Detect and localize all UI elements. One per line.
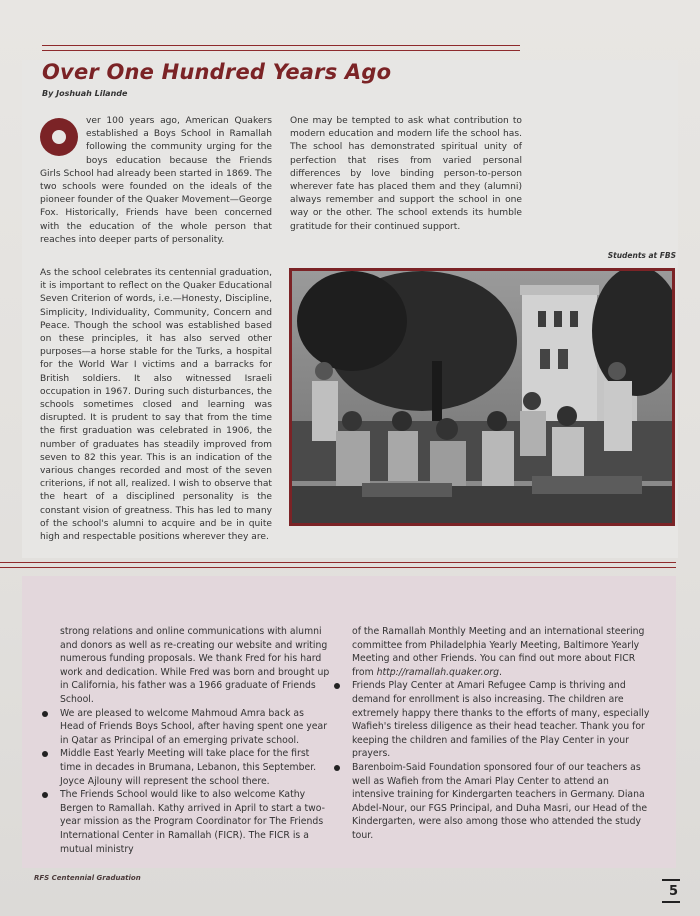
news-continued (352, 625, 652, 679)
news-bullet (60, 707, 330, 748)
article-column-right (290, 115, 522, 234)
article-byline: By Joshuah Lilande (42, 89, 128, 98)
photo-caption: Students at FBS (607, 251, 676, 260)
bullet-dot-icon (334, 765, 340, 771)
news-column-right (352, 625, 652, 843)
news-bullet (60, 788, 330, 856)
news-bullet-text: Friends Play Center at Amari Refugee Camp is thriving and demand for enrollment is also increasing. The children are extremely happy there thanks to the efforts of many, especially Wafieh's tireless diligence as their head teacher. Thank you for keeping the children and families of the Play Center in your prayers. (352, 680, 650, 760)
students-photo (289, 268, 675, 526)
news-bullet (352, 679, 652, 761)
news-bullet-text: Middle East Yearly Meeting will take place for the first time in decades in Brumana, Lebanon, this September. Joyce Ajlouny will represent the school there. (60, 748, 317, 787)
ficr-website-link[interactable]: http://ramallah.quaker.org (376, 666, 499, 678)
footer-publication-label: RFS Centennial Graduation (34, 874, 141, 882)
article-paragraph-2: As the school celebrates its centennial graduation, it is important to reflect on the Quaker Educational Seven Criterion of words, i.e.—Honesty, Discipline, Simplicity, Individuality, Community, Concern and Peace. Though the school was established based on these principles, it has also served other purposes—a horse stable for the Turks, a hospital for the World War I victims and a barracks for British soldiers. It also witnessed Israeli occupation in 1967. During such disturbances, the schools sometimes closed and learning was disrupted. It is prudent to say that from the time the first graduation was celebrated in 1906, the number of graduates has steadily improved from seven to 82 this year. This is an indication of the various changes recorded and most of the seven criterions, if not all, realized. I wish to observe that the heart of a disciplined personality is the constant vision of greatness. This has led to many of the school's alumni to acquire and be in quite high and respectable positions wherever they are. (40, 268, 272, 543)
students-photo-image (292, 271, 672, 523)
section-divider-rule (0, 562, 676, 568)
news-bullet-text: The Friends School would like to also welcome Kathy Bergen to Ramallah. Kathy arrived in April to start a two-year mission as the Program Coordinator for The Friends International Center in Ramallah (FICR). The FICR is a mutual ministry (60, 789, 325, 855)
news-continued-end: . (499, 666, 502, 678)
news-bullet-text: We are pleased to welcome Mahmoud Amra back as Head of Friends Boys School, after having spent one year in Qatar as Principal of an emerging private school. (60, 707, 328, 746)
news-continued-text: of the Ramallah Monthly Meeting and an international steering committee from Philadelphia Yearly Meeting, Baltimore Yearly Meeting and other Friends. You can find out more about FICR from (352, 626, 645, 678)
news-intro: strong relations and online communications with alumni and donors as well as re-creating our website and writing numerous funding proposals. We thank Fred for his hard work and dedication. While Fred was born and brought up in California, his father was a 1966 graduate of Friends School. (60, 626, 330, 705)
page-number: 5 (668, 884, 678, 899)
news-bullet (352, 761, 652, 843)
page-number-rule-bottom (662, 901, 680, 903)
news-column-left (60, 625, 330, 856)
drop-cap-o (40, 118, 78, 156)
bullet-dot-icon (42, 711, 48, 717)
page-number-rule-top (662, 879, 680, 881)
article-paragraph-1-text: ver 100 years ago, American Quakers established a Boys School in Ramallah following the community urging for the boys education because the Friends Girls School had already been started in 1869. The two schools were founded on the ideals of the pioneer founder of the Quaker Movement—George Fox. Historically, Friends have been concerned with the education of the whole person that reaches into deeper parts of personality. (40, 116, 272, 245)
article-title: Over One Hundred Years Ago (42, 60, 392, 84)
article-paragraph-3: One may be tempted to ask what contribution to modern education and modern life the school has. The school has demonstrated spiritual unity of perfection that rises from varied personal differences by love binding person-to-person wherever fate has placed them and they (alumni) always remember and support the school in one way or the other. The school extends its humble gratitude for their continued support. (290, 116, 522, 232)
top-double-rule (42, 45, 520, 51)
article-paragraph-1 (40, 115, 272, 255)
news-bullet-text: Barenboim-Said Foundation sponsored four of our teachers as well as Wafieh from the Amari Play Center to attend an intensive training for Kindergarten teachers in Germany. Diana Abdel-Nour, our FGS Principal, and Duha Masri, our Head of the Kindergarten, were also among those who attended the study tour. (352, 761, 648, 841)
article-column-left (40, 115, 272, 544)
news-bullet (60, 747, 330, 788)
